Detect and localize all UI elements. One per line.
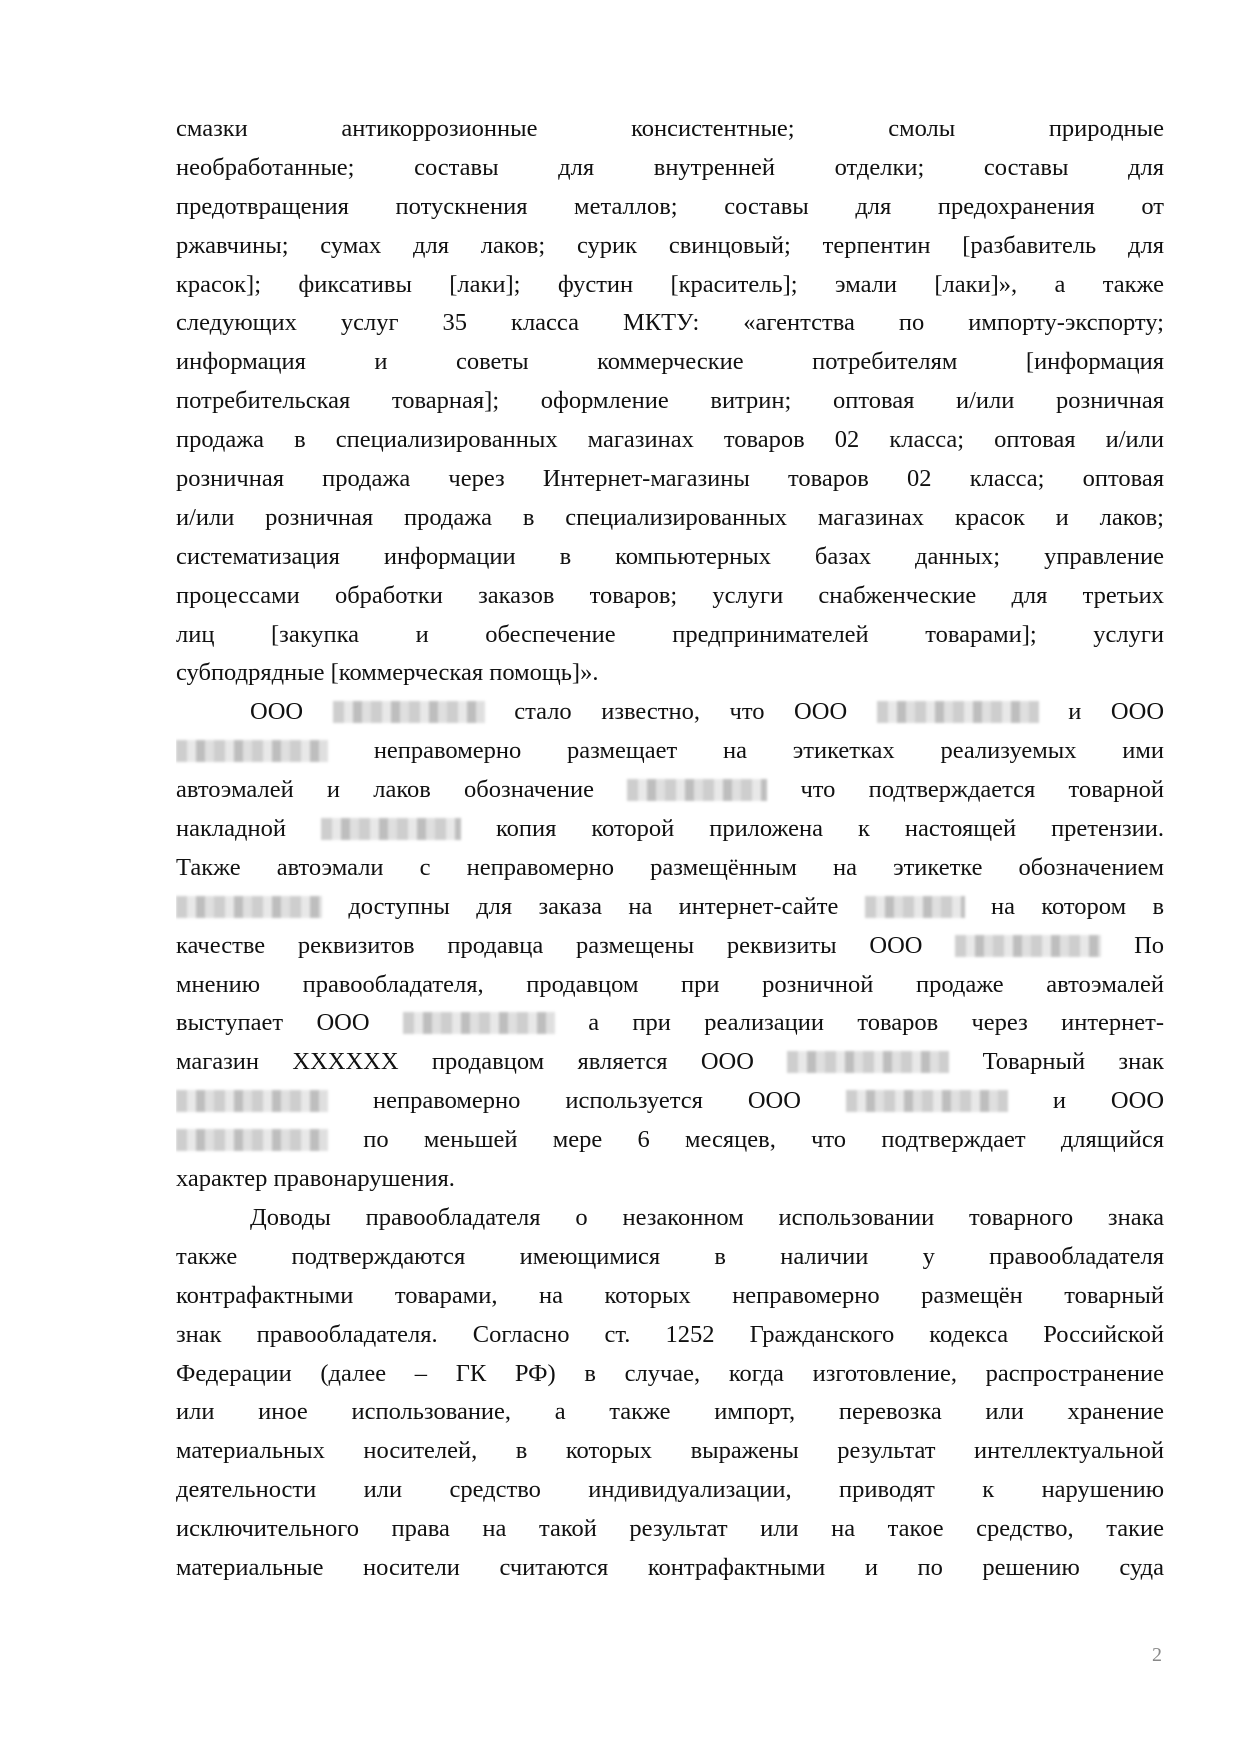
text-line [176,771,1164,810]
text-line: систематизация информации в компьютерных базах данных; управление [176,542,1164,570]
text-line: Также автоэмали с неправомерно размещённым на этикетке обозначением [176,853,1164,881]
text-fragment: доступны для заказа на интернет-сайте [348,892,839,920]
text-line: контрафактными товарами, на которых неправомерно размещён товарный [176,1281,1164,1309]
text-line: лиц [закупка и обеспечение предпринимателей товарами]; услуги [176,620,1164,648]
text-line [176,1121,1164,1160]
text-line: смазки антикоррозионные консистентные; смолы природные [176,115,1164,142]
page-number: 2 [1152,1644,1162,1666]
text-line: и/или розничная продажа в специализированных магазинах красок и лаков; [176,503,1164,531]
text-fragment: качестве реквизитов продавца размещены реквизиты ООО [176,931,923,959]
text-line [176,693,1164,732]
text-line: деятельности или средство индивидуализации, приводят к нарушению [176,1476,1164,1504]
text-fragment: По [1134,931,1164,959]
text-line [176,1004,1164,1043]
text-line: мнению правообладателя, продавцом при розничной продаже автоэмалей [176,970,1164,998]
redaction-block [955,935,1101,957]
text-line: продажа в специализированных магазинах товаров 02 класса; оптовая и/или [176,426,1164,454]
redaction-block [333,701,485,723]
text-fragment: магазин XXXXXX продавцом является ООО [176,1048,754,1076]
text-fragment: что подтверждается товарной [800,776,1164,804]
text-line: Доводы правообладателя о незаконном использовании товарного знака [250,1203,1164,1231]
text-line [176,888,1164,927]
text-line: субподрядные [коммерческая помощь]». [176,659,599,687]
redaction-block [176,1129,328,1151]
text-line [176,927,1164,966]
text-line: ржавчины; сумах для лаков; сурик свинцовый; терпентин [разбавитель для [176,231,1164,259]
text-fragment: копия которой приложена к настоящей претензии. [495,815,1164,843]
text-fragment: стало известно, что ООО [514,698,848,726]
text-line [176,1043,1164,1082]
text-line: также подтверждаются имеющимися в наличии у правообладателя [176,1242,1164,1270]
text-fragment: и ООО [1068,698,1164,726]
redaction-block [627,779,767,801]
text-line: необработанные; составы для внутренней отделки; составы для [176,153,1164,181]
text-line [176,732,1164,771]
text-fragment: ООО [250,698,304,726]
text-line: знак правообладателя. Согласно ст. 1252 Гражданского кодекса Российской [176,1320,1164,1348]
text-fragment: и ООО [1052,1087,1164,1115]
redaction-block [176,896,322,918]
text-line: информация и советы коммерческие потребителям [информация [176,348,1164,376]
redaction-block [176,1090,328,1112]
text-line: характер правонарушения. [176,1165,455,1193]
text-line: потребительская товарная]; оформление витрин; оптовая и/или розничная [176,387,1164,415]
text-line: материальные носители считаются контрафактными и по решению суда [176,1553,1164,1581]
redaction-block [321,818,461,840]
text-line: следующих услуг 35 класса МКТУ: «агентства по импорту-экспорту; [176,309,1164,337]
text-line: Федерации (далее – ГК РФ) в случае, когда изготовление, распространение [176,1359,1164,1387]
text-line [176,810,1164,849]
redaction-block [787,1051,949,1073]
text-fragment: автоэмалей и лаков обозначение [176,776,594,804]
text-fragment: выступает ООО [176,1009,370,1037]
document-body [176,110,1164,1588]
text-fragment: неправомерно используется ООО [372,1087,801,1115]
text-fragment: на котором в [991,892,1164,920]
text-line: материальных носителей, в которых выражены результат интеллектуальной [176,1437,1164,1465]
text-fragment: а при реализации товаров через интернет- [588,1009,1164,1037]
text-line: предотвращения потускнения металлов; составы для предохранения от [176,192,1164,220]
redaction-block [865,896,965,918]
text-line [176,1082,1164,1121]
text-line: процессами обработки заказов товаров; услуги снабженческие для третьих [176,581,1164,609]
text-fragment: по меньшей мере 6 месяцев, что подтверждает длящийся [363,1126,1164,1154]
redaction-block [403,1012,555,1034]
text-fragment: накладной [176,815,286,843]
text-line: розничная продажа через Интернет-магазины товаров 02 класса; оптовая [176,465,1164,493]
text-line: красок]; фиксативы [лаки]; фустин [краситель]; эмали [лаки]», а также [176,270,1164,298]
text-line: исключительного права на такой результат или на такое средство, такие [176,1515,1164,1543]
redaction-block [877,701,1039,723]
redaction-block [846,1090,1008,1112]
redaction-block [176,740,328,762]
text-line: или иное использование, а также импорт, перевозка или хранение [176,1398,1164,1426]
text-fragment: неправомерно размещает на этикетках реализуемых ими [373,737,1164,765]
text-fragment: Товарный знак [982,1048,1164,1076]
